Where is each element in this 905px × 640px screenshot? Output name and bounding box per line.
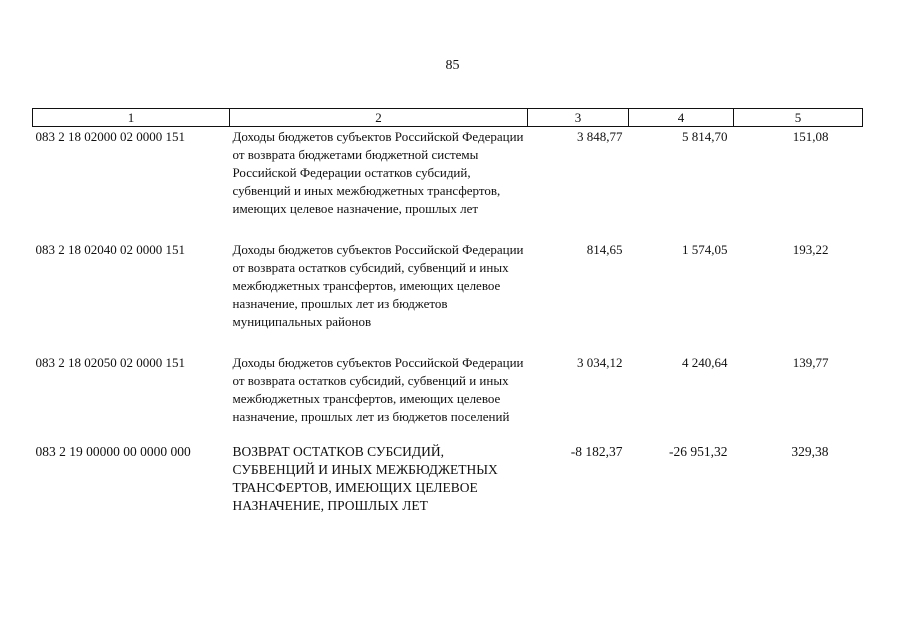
budget-table bbox=[32, 108, 863, 523]
row-name: Доходы бюджетов субъектов Российской Федерации от возврата остатков субсидий, субвенций и иных межбюджетных трансфертов, имеющих целевое назначение, прошлых лет из бюджетов поселений bbox=[232, 355, 524, 424]
header-row bbox=[33, 109, 863, 127]
row-code: 083 2 19 00000 00 0000 000 bbox=[35, 444, 191, 459]
table-row bbox=[33, 127, 863, 241]
row-value-col5: 139,77 bbox=[792, 355, 829, 370]
row-value-col5: 193,22 bbox=[792, 242, 829, 257]
row-value-col5: 151,08 bbox=[792, 129, 829, 144]
column-header-4: 4 bbox=[629, 109, 734, 127]
row-value-col3: -8 182,37 bbox=[570, 444, 623, 459]
row-code: 083 2 18 02040 02 0000 151 bbox=[35, 242, 185, 257]
row-code: 083 2 18 02000 02 0000 151 bbox=[35, 129, 185, 144]
row-value-col4: 5 814,70 bbox=[682, 129, 728, 144]
row-value-col5: 329,38 bbox=[791, 444, 829, 459]
row-name: ВОЗВРАТ ОСТАТКОВ СУБСИДИЙ, СУБВЕНЦИЙ И ИНЫХ МЕЖБЮДЖЕТНЫХ ТРАНСФЕРТОВ, ИМЕЮЩИХ ЦЕЛЕВОЕ НАЗНАЧЕНИЕ, ПРОШЛЫХ ЛЕТ bbox=[232, 444, 498, 513]
row-value-col4: 4 240,64 bbox=[682, 355, 728, 370]
row-name: Доходы бюджетов субъектов Российской Федерации от возврата бюджетами бюджетной системы Российской Федерации остатков субсидий, субвенций и иных межбюджетных трансфертов, имеющих целевое назначение, прошлых лет bbox=[232, 129, 524, 216]
table-row bbox=[33, 240, 863, 353]
table-row bbox=[33, 442, 863, 523]
column-header-2: 2 bbox=[230, 109, 528, 127]
row-value-col3: 3 848,77 bbox=[577, 129, 623, 144]
column-header-1: 1 bbox=[33, 109, 230, 127]
column-header-3: 3 bbox=[528, 109, 629, 127]
row-value-col4: 1 574,05 bbox=[682, 242, 728, 257]
column-header-5: 5 bbox=[734, 109, 863, 127]
row-code: 083 2 18 02050 02 0000 151 bbox=[35, 355, 185, 370]
row-value-col3: 3 034,12 bbox=[577, 355, 623, 370]
row-name: Доходы бюджетов субъектов Российской Федерации от возврата остатков субсидий, субвенций и иных межбюджетных трансфертов, имеющих целевое назначение, прошлых лет из бюджетов муниципальных районов bbox=[232, 242, 524, 329]
page-number: 85 bbox=[445, 58, 460, 73]
row-value-col3: 814,65 bbox=[586, 242, 623, 257]
row-value-col4: -26 951,32 bbox=[669, 444, 728, 459]
table-row bbox=[33, 353, 863, 442]
